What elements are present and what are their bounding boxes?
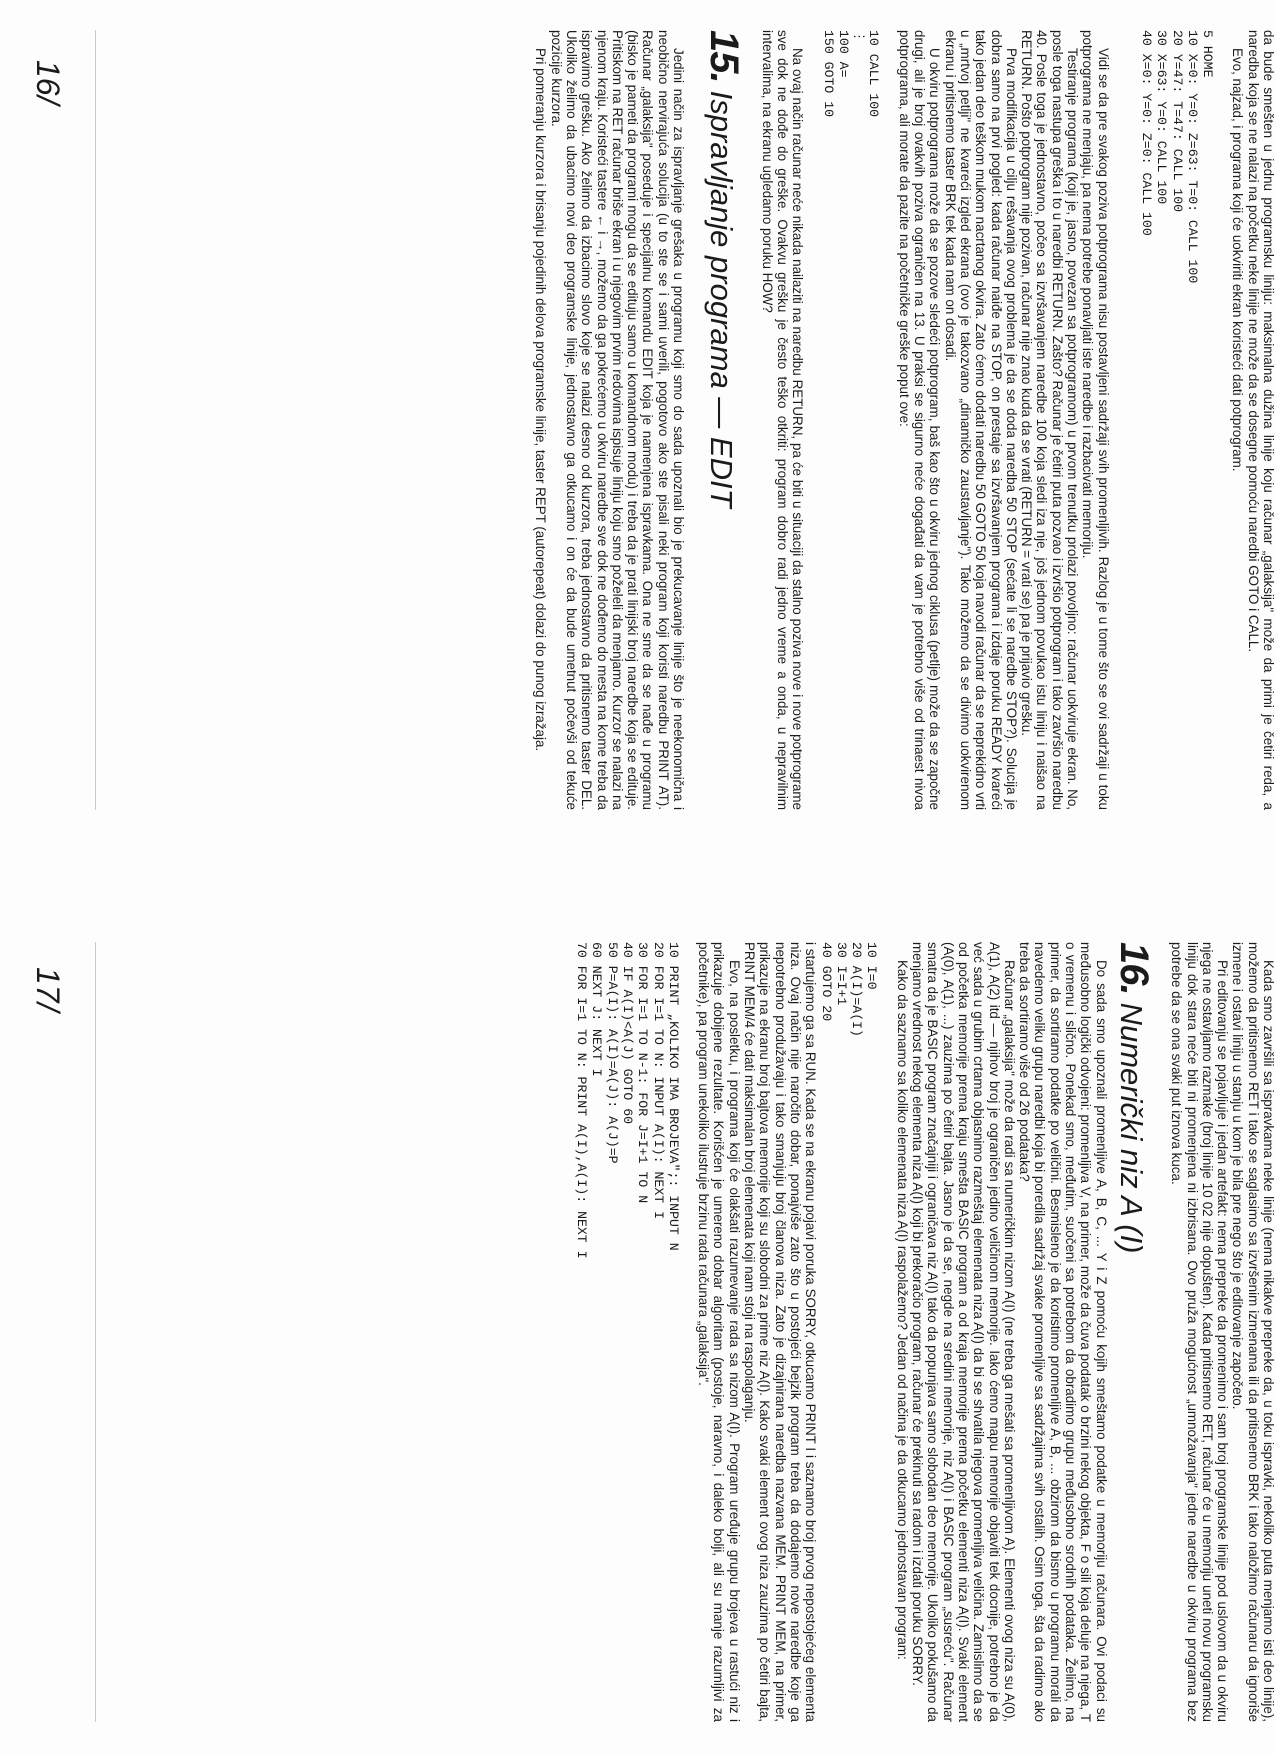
code-line: 70 FOR I=1 TO N: PRINT A(I),A(I): NEXT I — [574, 942, 590, 1259]
paragraph: Jedini način za ispravljanje grešaka u programu koji smo do sada upoznali bio je prekucavanje linije što je neekonomična i neobično nervirajuća solucija (u to ste se i sami uverili, pogotovo ako ste pisali neki program koji koristi naredbu PRINT AT). Računar „galaksija" poseduje i specijalnu komandu EDIT koja je namenjena ispravkama. Ona ne sme da se nađe u programu (bisko je pameti da programi mogu da se edituju samo u komandnom modu) i treba da je prati linijski broj naredbe koja se edituje. Pritiskom na RET računar briše ekran i u njegovim prvim redovima ispisuje liniju koju smo poželeli da menjamo. Kurzor se nalazi na njenom kraju. Koristeći tastere ← i →, možemo da ga pokrećemo u okviru naredbe sve dok ne dođemo do mesta na kome treba da ispravimo grešku. Ako želimo da izbacimo slovo koje se nalazi desno od kurzora, treba jednostavno da pritisnemo taster DEL. Ukoliko želimo da ubacimo novi deo programske linije, jednostavno ga otkucamo i on će da bude umetnut počevši od tekuće pozicije kurzora. — [548, 30, 687, 810]
chapter-heading-15 — [702, 30, 747, 810]
chapter-title: Numerički niz A (I) — [1113, 1002, 1149, 1254]
code-line: 20 A(I)=A(I) — [849, 942, 865, 1037]
page-17 — [0, 877, 1276, 1754]
code-line: 20 FOR I=1 TO N: INPUT A(I): NEXT I — [650, 942, 666, 1219]
chapter-heading-16 — [1111, 942, 1156, 1722]
footer-rule — [95, 942, 96, 1722]
code-listing-3 — [818, 942, 879, 1722]
paragraph: Testiranje programa (koji je, jasno, povezan sa potprogramom) u prvom trenutku prolazi povoljno: računar uokviruje ekran. No, posle toga nastupa greška i to u naredbi RETURN. Zašto? Računar je četiri puta pozvao i izvršio potprogram i tako završio naredbu 40. Posle toga je jednostavno, počeo sa izvršavanjem naredbe 100 koja sledi iza nje, još jednom povukao istu liniju i naišao na RETURN. Pošto potprogram nije pozivan, računar nije znao kuda da se vrati (RETURN = vrati se) pa je prijavio grešku. — [1019, 30, 1081, 810]
intro-paragraph: da bude smešten u jednu programsku liniju: maksimalna dužina linije koju računar „galaksija" može da primi je četiri reda, a naredba koja se ne nalazi na početku neke linije ne može da se dosegne pomoću naredbi GOTO i CALL. — [1245, 30, 1276, 810]
page-17-text-column — [574, 942, 1276, 1722]
code-line: 10 CALL 100 — [866, 30, 882, 118]
intro-paragraph-2: Evo, najzad, i programa koji će uokviriti ekran koristeći dati potprogram. — [1230, 48, 1246, 472]
code-line: 30 I=I+1 — [833, 942, 849, 1006]
code-line: 10 I=0 — [864, 942, 880, 990]
code-line: 40 X=0: Y=0: Z=0: CALL 100 — [1138, 30, 1154, 236]
code-line: 10 X=0: Y=0: Z=63: T=0: CALL 100 — [1184, 30, 1200, 284]
footer-rule — [95, 30, 96, 810]
paragraph: Evo, na posletku, i programa koji će olakšati razumevanje rada sa nizom A(I). Program uređuje grupu brojeva u rastući niz i prikazuje dobijene rezultate. Korišćen je umereno dobar algoritam (postoje, naravno, i daleko bolji, ali su manje razumljivi za početnike), pa program unekoliko ilustruje brzinu rada računara „galaksija". — [696, 942, 742, 1722]
paragraph: Prva modifikacija u cilju rešavanja ovog problema je da se doda naredba 50 STOP (sećate li se naredbe STOP?). Solucija je dobra samo na prvi pogled: kada računar naiđe na STOP, on prestaje sa izvršavanjem programa i izdaje poruku READY kvareći tako jedan deo teškom mukom nacrtanog okvira. Zato ćemo dodati naredbu 50 GOTO 50 koja navodi računar da se neprekidno vrti u „mrtvoj petlji" ne kvareći izgled ekrana (ovo je takozvano „dinamičko zaustavljanje"). Tako možemo da se divimo uokvirenom ekranu i pritisnemo taster BRK tek kada nam on dosadi. — [942, 30, 1019, 810]
code-line: 40 IF A(I)<A(J) GOTO 60 — [620, 942, 636, 1125]
paragraph: i startujemo ga sa RUN. Kada se na ekranu pojavi poruka SORRY, otkucamo PRINT I i saznamo broj prvog nepostojećeg elementa niza. Ovaj način nije naročito dobar, ponajviše zato što u postojeći bejzik program treba da dodajemo nove naredbe koje ga nepotrebno produžavaju i tako smanjuju broj članova niza. Zato je dizajnirana naredba nazvana MEM. PRINT MEM, na primer, prikazuje na ekranu broj bajtova memorije koji su slobodni za prime niz A(I). Kako svaki element ovog niza zauzima po četiri bajta, PRINT MEM/4 će dati maksimalan broj elemenata koji nam stoji na raspolaganju. — [742, 942, 819, 1722]
page-number: 17/ — [30, 967, 66, 1012]
code-line: 20 Y=47: T=47: CALL 100 — [1169, 30, 1185, 213]
paragraph: Pri pomeranju kurzora i brisanju pojedinih delova programske linije, taster REPT (autorepeat) dolazi do punog izražaja. — [533, 48, 549, 752]
chapter-number: 16. — [1111, 942, 1156, 995]
page-number: 16/ — [30, 60, 66, 105]
code-listing-4 — [574, 942, 681, 1722]
code-line: ⋮ — [851, 30, 867, 44]
code-line: 150 GOTO 10 — [820, 30, 836, 118]
paragraph: Kada smo završili sa ispravkama neke linije (nema nikakve prepreke da, u toku ispravki, nekoliko puta menjamo isti deo linije), možemo da pritisnemo RET i tako se saglasimo sa izvršenim izmenama ili da pritisnemo BRK i tako naložimo računaru da ignoriše izmene i ostavi liniju u stanju u kom je bila pre nego što je editovanje započeto. — [1230, 942, 1276, 1722]
code-line: 60 NEXT J: NEXT I — [589, 942, 605, 1077]
paragraph: Na ovaj način računar neće nikada nailaziti na naredbu RETURN, pa će biti u situaciji da stalno poziva nove i nove potprograme sve dok ne dođe do greške. Ovakvu grešku je često teško otkriti: program dobro radi jedno vreme a onda, u nepravilnim intervalima, na ekranu ugledamo poruku HOW? — [759, 30, 806, 810]
paragraph: Pri editovanju se pojavljuje i jedan artefakt: nema prepreke da promenimo i sam broj programske linije pod uslovom da u okviru njega ne ostavljamo razmake (broj linije 10 02 nije dopušten). Kada pritisnemo RET, računar će u memoriju uneti novu programsku liniju dok stara neće biti ni promenjena ni izbrisana. Ovo pruža mogućnost „umnožavanja" jedne naredbe u okviru programa bez potrebe da se ona svaki put iznova kuca. — [1169, 942, 1231, 1722]
page-16-text-column — [533, 30, 1276, 810]
paragraph: Do sada smo upoznali promenljive A, B, C, ... Y i Z pomoću kojih smeštamo podatke u memoriju računara. Ovi podaci su međusobno logički odvojeni: promenljiva V, na primer, može da čuva podatak o brzini nekog objekta, F o sili koja deluje na njega, T o vremenu i slično. Ponekad smo, međutim, suočeni sa potrebom da obradimo grupu međusobno srodnih podataka. Želimo, na primer, da sortiramo podatke po veličini. Besmisleno je da koristimo promenljive A, B, ... obzirom da bismo u programu morali da navedemo veliku grupu naredbi koja bi poredila sadržaj svake promenljive sa sadržajima svih ostalih. Osim toga, šta da radimo ako treba da sortiramo više od 26 podataka? — [1017, 942, 1109, 1722]
paragraph: Vidi se da pre svakog poziva potprograma nisu postavljeni sadržaji svih promenljivih. Razlog je u tome što se ovi sadržaji u toku potprograma ne menjaju, pa nema potrebe ponavljati iste naredbe i razbacivati memoriju. — [1080, 30, 1111, 810]
code-line: 5 HOME — [1200, 30, 1216, 78]
paragraph: Kako da saznamo sa koliko elemenata niza A(I) raspolažemo? Jedan od načina je da otkucamo jednostavan program: — [894, 960, 910, 1660]
code-listing-2 — [820, 30, 881, 810]
chapter-number: 15. — [702, 30, 747, 83]
code-line: 40 GOTO 20 — [818, 942, 834, 1022]
chapter-title: Ispravljanje programa — EDIT — [704, 90, 740, 508]
paragraph: Računar „galaksija" može da radi sa numeričkim nizom A(I) (ne treba ga mešati sa promenljivom A). Elementi ovog niza su A(0), A(1), A(2) itd — njihov broj je ograničen jedino veličinom memorije. Iako ćemo mapu memorije objaviti tek docnije, potrebno je da već sada u grubim crtama objasnimo razmeštaj elemenata niza A(I) da bi se shvatila njegova promenljiva veličina. Zamislimo da se od početka memorije prema kraju smešta BASIC program a od kraja memorije prema početku elementi niza A(I). Svaki element (A(0), A(1), ...) zauzima po četiri bajta. Jasno je da se, negde na sredini memorije, niz A(I) i BASIC program „susreću". Računar smatra da je BASIC program značajniji i ograničava niz A(I) tako da popunjava samo slobodan deo memorije. Ukoliko pokušamo da menjamo vrednost nekog elementa niza A(I) koji bi prekoračio program, računar će prekinuti sa radom i izdati poruku SORRY. — [910, 942, 1017, 1722]
paragraph: U okviru potprograma može da se pozove sledeći potprogram, baš kao što u okviru jednog ciklusa (petlje) može da se započne drugi, ali je broj ovakvih poziva ograničen na 13. U praksi se sigurno neće događati da vam je potrebno više od trinaest nivoa potprograma, ali morate da pazite na početničke greške poput ove: — [896, 30, 943, 810]
code-line: 30 X=63: Y=0: CALL 100 — [1154, 30, 1170, 205]
code-line: 10 PRINT „KOLIKO IMA BROJEVA";: INPUT N — [665, 942, 681, 1251]
code-listing-1 — [1139, 30, 1215, 810]
code-line: 100 A= — [835, 30, 851, 78]
code-line: 30 FOR I=1 TO N-1: FOR J=I+1 TO N — [635, 942, 651, 1204]
code-line: 50 P=A(I): A(I)=A(J): A(J)=P — [604, 942, 620, 1164]
